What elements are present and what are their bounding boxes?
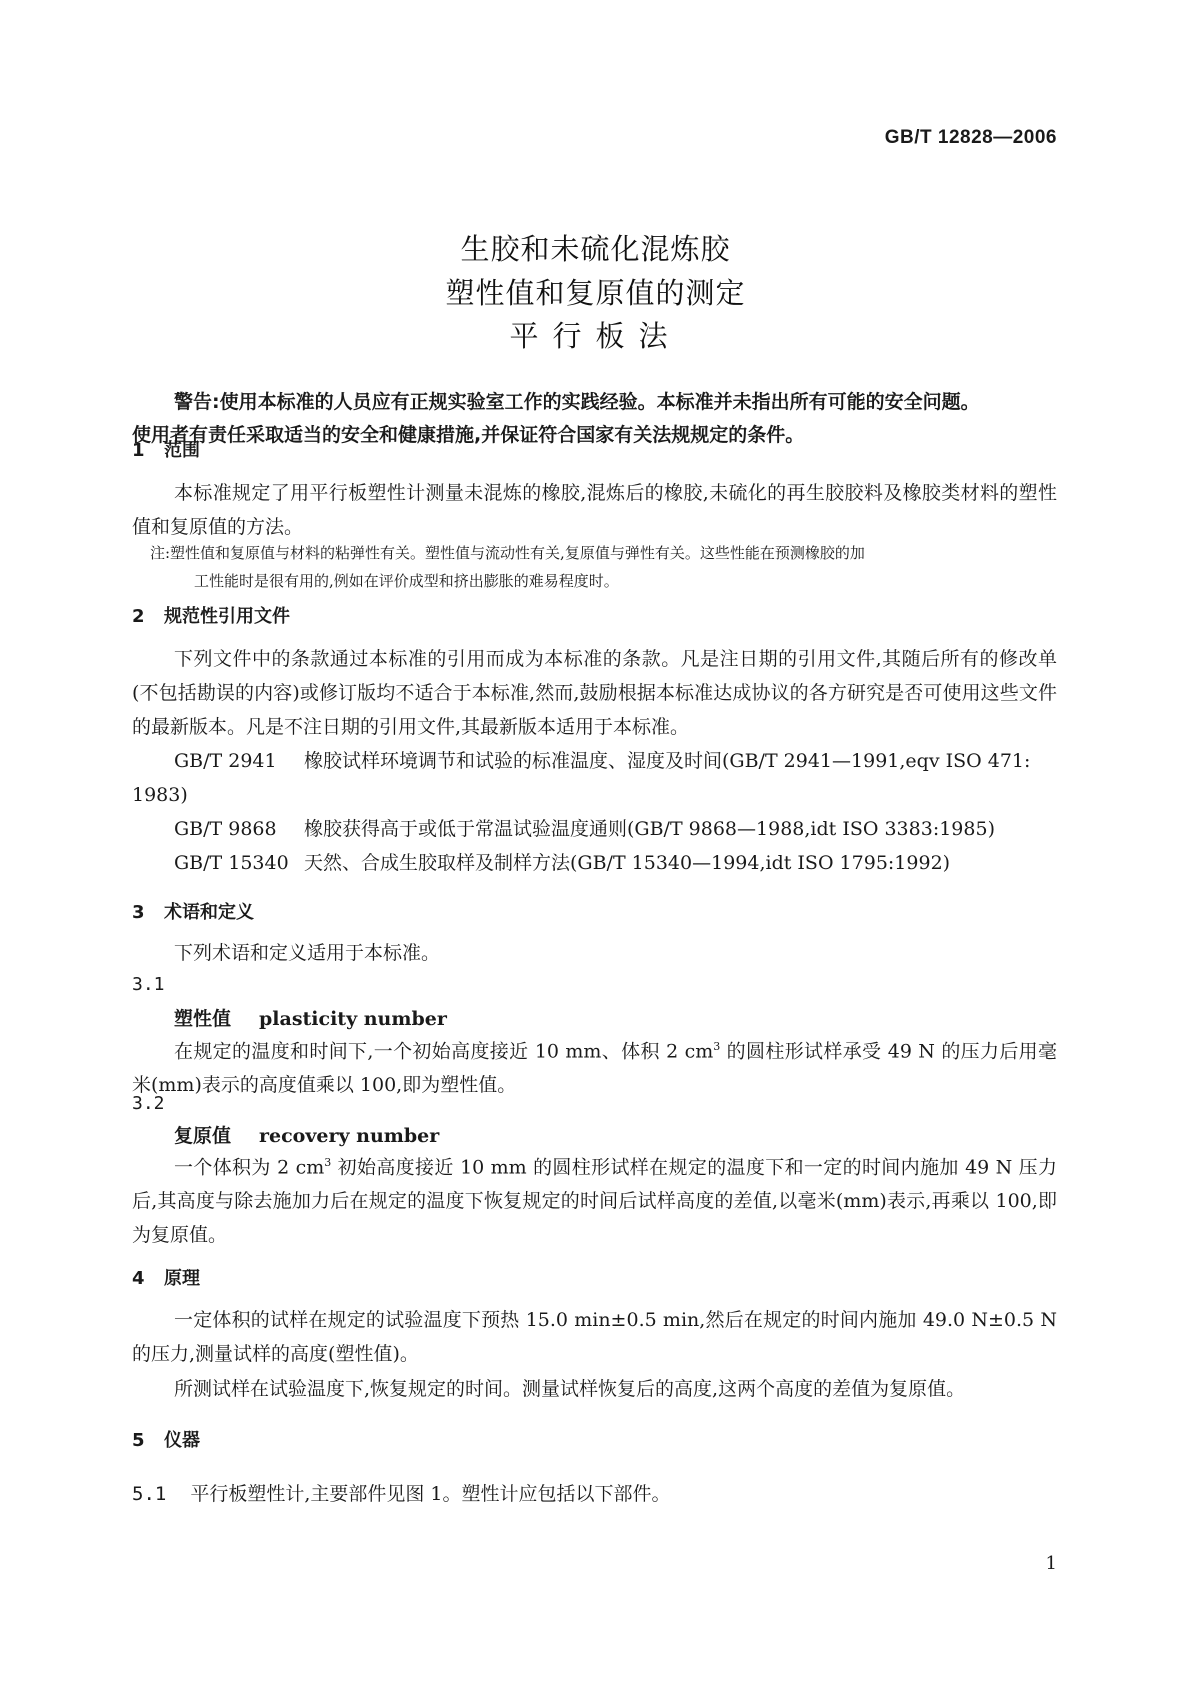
term-heading bbox=[174, 1004, 447, 1031]
section-heading-1 bbox=[132, 436, 200, 462]
term-definition bbox=[132, 1030, 1057, 1102]
term-definition bbox=[132, 1146, 1057, 1252]
scope-paragraph: 本标准规定了用平行板塑性计测量未混炼的橡胶,混炼后的橡胶,未硫化的再生胶胶料及橡胶类材料的塑性值和复原值的方法。 bbox=[132, 482, 1057, 538]
superscript: 3 bbox=[713, 1040, 721, 1053]
reference-code: GB/T 2941 bbox=[174, 750, 277, 772]
section-number: 3 bbox=[132, 902, 145, 923]
term-zh: 塑性值 bbox=[174, 1008, 232, 1030]
section-title: 规范性引用文件 bbox=[164, 606, 290, 627]
section-number: 4 bbox=[132, 1268, 145, 1289]
reference-text: 橡胶试样环境调节和试验的标准温度、湿度及时间(GB/T 2941—1991,eqv ISO 471: bbox=[304, 750, 1031, 772]
scope-note bbox=[150, 539, 1055, 595]
term-heading bbox=[174, 1121, 439, 1148]
note-line-1: 注:塑性值和复原值与材料的粘弹性有关。塑性值与流动性有关,复原值与弹性有关。这些性能在预测橡胶的加 bbox=[150, 544, 865, 562]
superscript: 3 bbox=[324, 1156, 332, 1169]
term-en: plasticity number bbox=[259, 1008, 447, 1030]
clause-number: 3.1 bbox=[132, 974, 165, 995]
terms-intro: 下列术语和定义适用于本标准。 bbox=[174, 942, 441, 964]
term-en: recovery number bbox=[259, 1125, 440, 1147]
definition-text: 在规定的温度和时间下,一个初始高度接近 10 mm、体积 2 cm bbox=[174, 1040, 714, 1063]
safety-warning bbox=[132, 386, 1057, 452]
section-heading-2 bbox=[132, 602, 290, 628]
reference-text: 天然、合成生胶取样及制样方法(GB/T 15340—1994,idt ISO 1795:1992) bbox=[304, 852, 951, 874]
warning-line-2: 使用者有责任采取适当的安全和健康措施,并保证符合国家有关法规规定的条件。 bbox=[132, 424, 805, 446]
reference-code: GB/T 15340 bbox=[174, 852, 289, 874]
subclause-5-1 bbox=[132, 1479, 671, 1506]
normative-references-paragraph: 下列文件中的条款通过本标准的引用而成为本标准的条款。凡是注日期的引用文件,其随后所有的修改单(不包括勘误的内容)或修订版均不适合于本标准,然而,鼓励根据本标准达成协议的各方研究是否可使用这些文件的最新版本。凡是不注日期的引用文件,其最新版本适用于本标准。 bbox=[132, 648, 1057, 738]
reference-text: 橡胶获得高于或低于常温试验温度通则(GB/T 9868—1988,idt ISO 3383:1985) bbox=[304, 818, 995, 840]
reference-continuation: 1983) bbox=[132, 784, 188, 806]
section-heading-4 bbox=[132, 1264, 200, 1290]
definition-text: 一个体积为 2 cm bbox=[174, 1156, 325, 1179]
subclause-text: 平行板塑性计,主要部件见图 1。塑性计应包括以下部件。 bbox=[190, 1483, 671, 1505]
principle-paragraph-2: 所测试样在试验温度下,恢复规定的时间。测量试样恢复后的高度,这两个高度的差值为复原值。 bbox=[174, 1378, 966, 1400]
section-title: 范围 bbox=[164, 440, 200, 461]
section-number: 5 bbox=[132, 1430, 145, 1451]
page-number: 1 bbox=[1045, 1553, 1057, 1574]
section-title: 仪器 bbox=[164, 1430, 200, 1451]
reference-item bbox=[174, 812, 1057, 846]
definition-text: 初始高度接近 10 mm 的圆柱形试样在规定的温度下和一定的时间内施加 49 N 压力后,其高度与除去施加力后在规定的温度下恢复规定的时间后试样高度的差值,以毫米(mm)表示,再乘以 100,即为复原值。 bbox=[132, 1156, 1057, 1247]
reference-item bbox=[174, 744, 1057, 778]
section-number: 2 bbox=[132, 606, 145, 627]
title-line-2: 塑性值和复原值的测定 bbox=[445, 276, 746, 310]
reference-item bbox=[174, 846, 1057, 880]
section-heading-3 bbox=[132, 898, 254, 924]
title-line-3: 平行板法 bbox=[509, 319, 682, 353]
warning-line-1: 警告:使用本标准的人员应有正规实验室工作的实践经验。本标准并未指出所有可能的安全问题。 bbox=[174, 391, 980, 413]
note-line-2: 工性能时是很有用的,例如在评价成型和挤出膨胀的难易程度时。 bbox=[194, 572, 619, 590]
reference-code: GB/T 9868 bbox=[174, 818, 277, 840]
definition-text: 的圆柱形试样承受 49 N 的压力后用毫米(mm)表示的高度值乘以 100,即为塑性值。 bbox=[132, 1040, 1058, 1097]
standard-code: GB/T 12828—2006 bbox=[884, 127, 1057, 148]
section-heading-5 bbox=[132, 1426, 200, 1452]
title-line-1: 生胶和未硫化混炼胶 bbox=[460, 232, 731, 266]
subclause-number: 5.1 bbox=[132, 1483, 167, 1505]
section-title: 术语和定义 bbox=[164, 902, 254, 923]
clause-number: 3.2 bbox=[132, 1093, 165, 1114]
section-title: 原理 bbox=[164, 1268, 200, 1289]
section-number: 1 bbox=[132, 440, 145, 461]
principle-paragraph-1: 一定体积的试样在规定的试验温度下预热 15.0 min±0.5 min,然后在规定的时间内施加 49.0 N±0.5 N 的压力,测量试样的高度(塑性值)。 bbox=[132, 1309, 1057, 1365]
term-zh: 复原值 bbox=[174, 1125, 232, 1147]
